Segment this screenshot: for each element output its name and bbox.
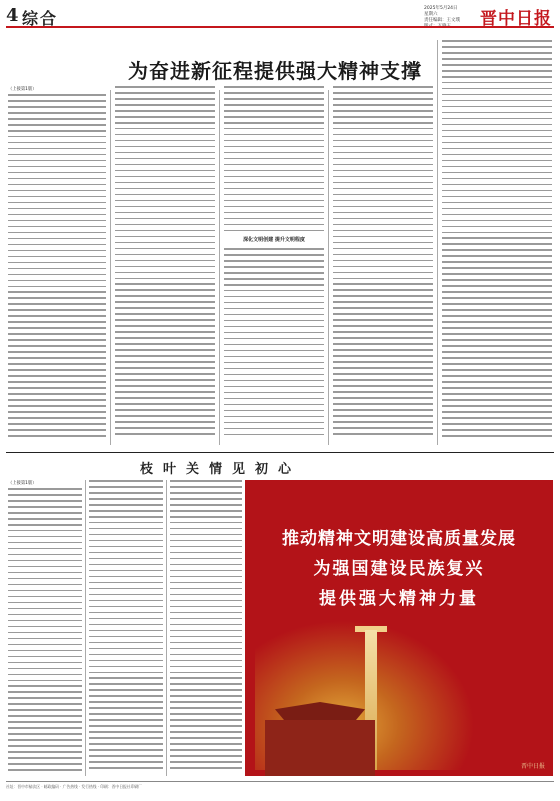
lower-column-2 — [89, 480, 163, 773]
lower-article-title: 枝叶关情见初心 — [140, 462, 302, 477]
issue-designer: 版式：万晓玉 — [424, 24, 451, 29]
lower-column-1 — [8, 488, 82, 775]
newspaper-logo: 晋中日报 — [480, 9, 552, 29]
issue-editor: 责任编辑：王文璞 — [424, 18, 460, 23]
continued-note: （上接第1版） — [8, 87, 37, 92]
lower-column-3 — [170, 480, 242, 773]
column-rule — [328, 90, 329, 445]
column-rule — [437, 40, 438, 445]
article-column-1 — [8, 94, 106, 441]
header-rule — [6, 26, 554, 28]
page-footer: 社址：晋中市榆次区 · 邮政编码 · 广告热线 · 发行热线 · 印刷：晋中日报社印刷厂 — [6, 781, 554, 800]
column-rule — [166, 480, 167, 776]
poster-signature: 晋中日报 — [520, 763, 545, 770]
article-column-5 — [442, 40, 552, 441]
section-name: 综合 — [22, 9, 59, 28]
poster-line-1: 推动精神文明建设高质量发展 — [282, 529, 516, 549]
column-rule — [110, 90, 111, 445]
issue-weekday: 星期六 — [424, 12, 438, 17]
column-rule — [219, 90, 220, 445]
poster-line-3: 提供强大精神力量 — [319, 589, 479, 609]
article-column-2 — [115, 86, 215, 439]
propaganda-poster — [245, 480, 553, 776]
article-column-3b — [224, 248, 324, 440]
section-subhead: 深化文明创建 提升文明程度 — [243, 237, 305, 243]
palace-wall — [265, 720, 375, 776]
column-rule — [85, 480, 86, 776]
issue-date: 2025年5月24日 — [424, 6, 458, 11]
lower-continued-note: （上接第1版） — [8, 481, 37, 486]
article-column-4 — [333, 86, 433, 439]
article-column-3 — [224, 86, 324, 236]
poster-line-2: 为强国建设民族复兴 — [313, 559, 485, 579]
page-number: 4 — [6, 5, 19, 26]
page-header — [0, 0, 560, 30]
section-divider — [6, 452, 554, 453]
main-headline: 为奋进新征程提供强大精神支撑 — [128, 59, 422, 83]
